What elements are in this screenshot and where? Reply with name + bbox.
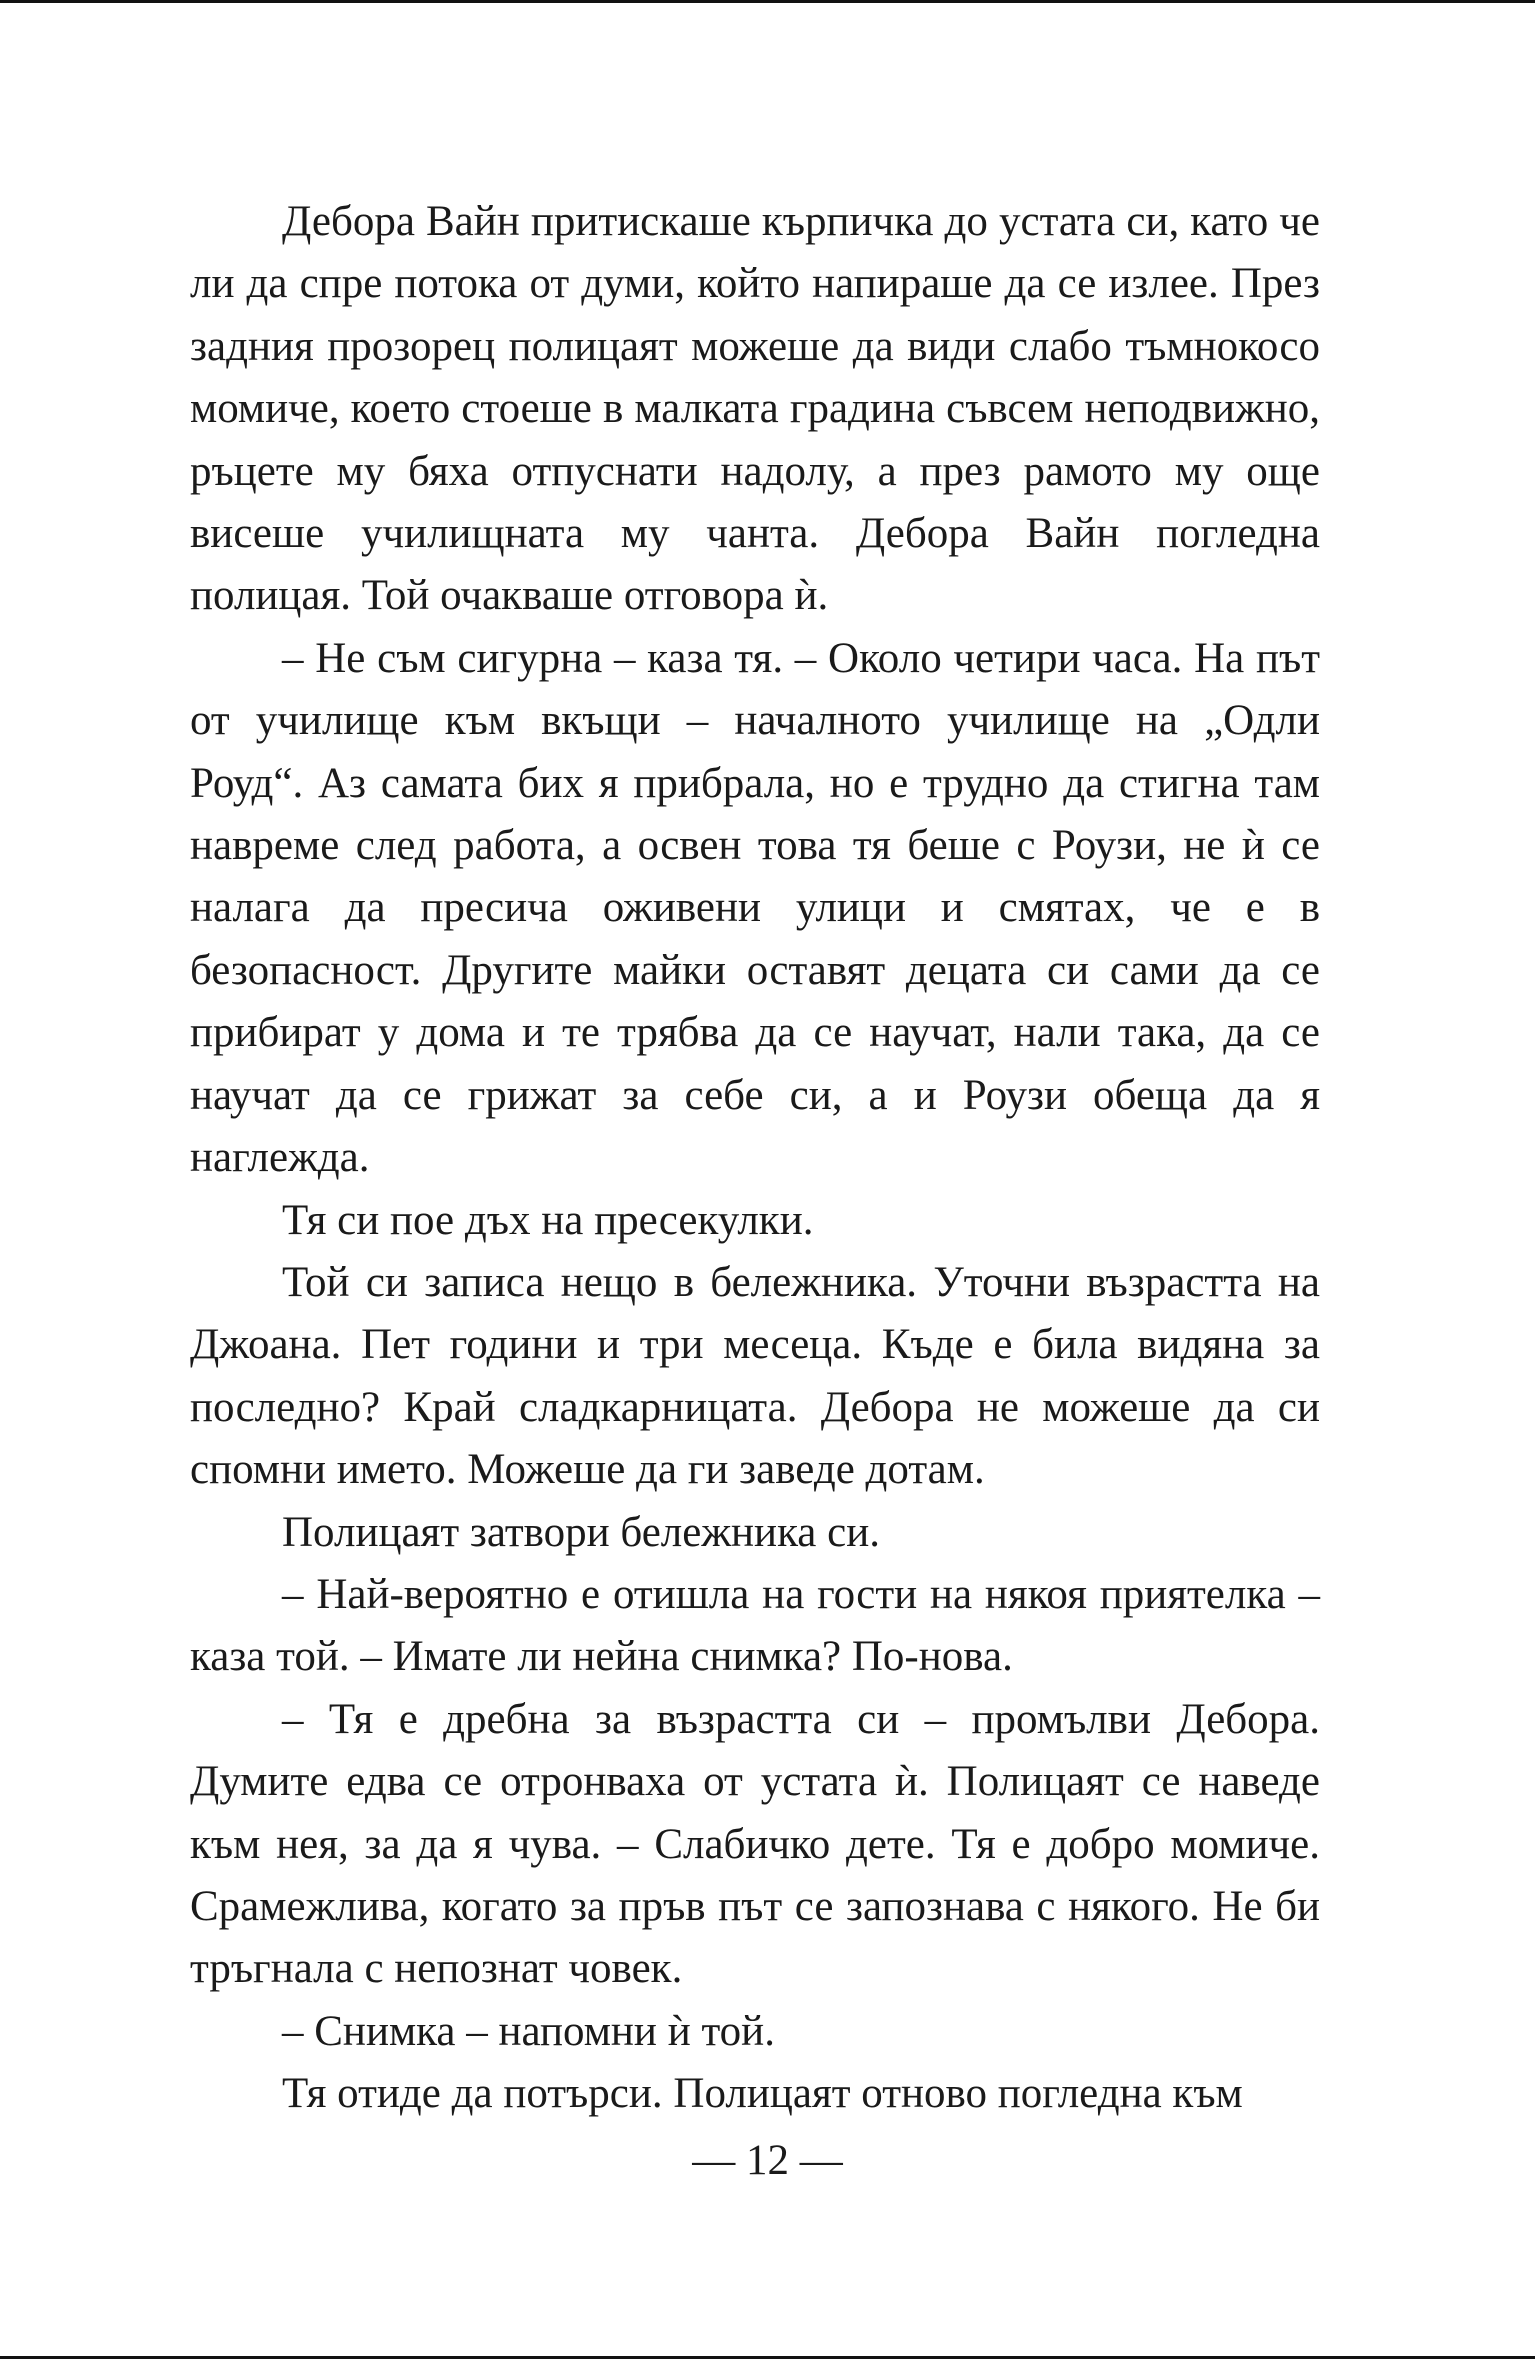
page-bottom-edge — [0, 2356, 1535, 2359]
paragraph: Полицаят затвори бележника си. — [282, 1508, 880, 1556]
paragraph: Дебора Вайн притискаше кърпичка до устата си, като че ли да спре потока от думи, който напираше да се излее. През задния прозорец полицаят можеше да види слабо тъмнокосо момиче, което стоеше в малката градина съвсем неподвижно, ръцете му бяха отпуснати надолу, а през рамото му още висеше училищната му чанта. Дебора Вайн погледна полицая. Той очакваше отговора ѝ. — [190, 198, 1320, 620]
paragraph: Тя отиде да потърси. Полицаят отново погледна към — [282, 2070, 1243, 2118]
page-number: — 12 — — [692, 2137, 843, 2184]
paragraph: – Не съм сигурна – каза тя. – Около четири часа. На път от училище към вкъщи – началното училище на „Одли Роуд“. Аз самата бих я прибрала, но е трудно да стигна там навреме след работа, а освен това тя беше с Роузи, не ѝ се налага да пресича оживени улици и смятах, че е в безопасност. Другите майки оставят децата си сами да се прибират у дома и те трябва да се научат, нали така, да се научат да се грижат за себе си, а и Роузи обеща да я наглежда. — [190, 634, 1320, 1182]
page-top-edge — [0, 0, 1535, 3]
paragraph: Тя си пое дъх на пресекулки. — [282, 1196, 814, 1244]
paragraph: – Снимка – напомни ѝ той. — [282, 2007, 775, 2055]
body-text — [190, 191, 1320, 2126]
paragraph: – Най-вероятно е отишла на гости на някоя приятелка – каза той. – Имате ли нейна снимка? По-нова. — [190, 1570, 1320, 1681]
paragraph: Той си записа нещо в бележника. Уточни възрастта на Джоана. Пет години и три месеца. Къде е била видяна за последно? Край сладкарницата. Дебора не можеше да си спомни името. Можеше да ги заведе дотам. — [190, 1258, 1320, 1494]
paragraph: – Тя е дребна за възрастта си – промълви Дебора. Думите едва се отронваха от устата ѝ. Полицаят се наведе към нея, за да я чува. – Слабичко дете. Тя е добро момиче. Срамежлива, когато за пръв път се запознава с някого. Не би тръгнала с непознат човек. — [190, 1695, 1320, 1993]
